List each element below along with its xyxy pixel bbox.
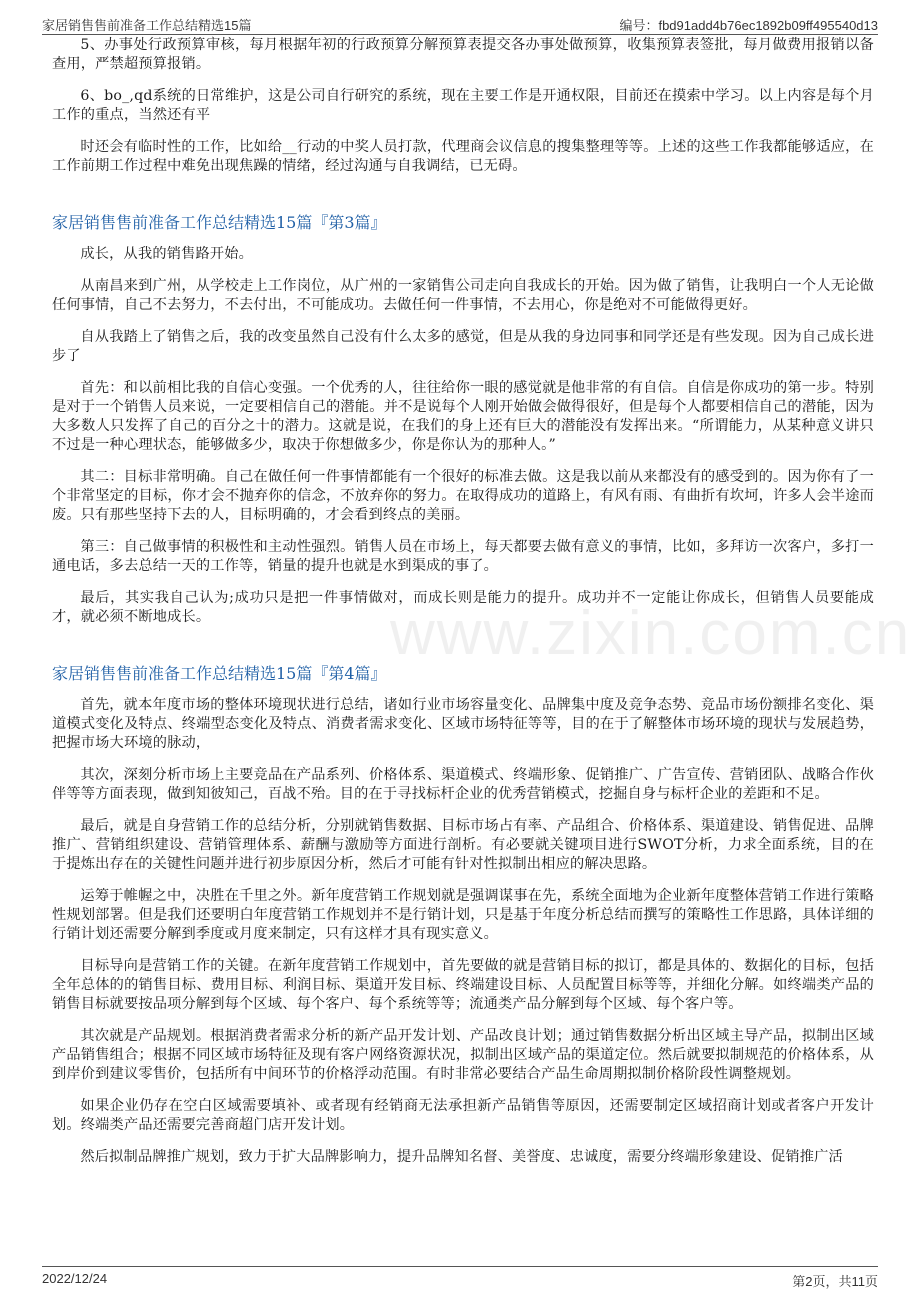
paragraph: 成长，从我的销售路开始。 bbox=[80, 246, 254, 262]
paragraph: 其次就是产品规划。根据消费者需求分析的新产品开发计划、产品改良计划；通过销售数据分析出区域主导产品，拟制出区域产品销售组合；根据不同区域市场特征及现有客户网络资源状况，拟制出区域产品的渠道定位。然后就要拟制规范的价格体系，从到岸价到建议零售价，包括所有中间环节的价格浮动范围。有时非常必要结合产品生命周期拟制价格阶段性调整规划。 bbox=[52, 1028, 874, 1082]
paragraph: 最后，就是自身营销工作的总结分析，分别就销售数据、目标市场占有率、产品组合、价格体系、渠道建设、销售促进、品牌推广、营销组织建设、营销管理体系、薪酬与激励等方面进行剖析。有必要就关键项目进行SWOT分析，力求全面系统，目的在于提炼出存在的关键性问题并进行初步原因分析，然后才可能有针对性拟制出相应的解决思路。 bbox=[52, 818, 874, 872]
paragraph: 从南昌来到广州，从学校走上工作岗位，从广州的一家销售公司走向自我成长的开始。因为做了销售，让我明白一个人无论做任何事情，自己不去努力，不去付出，不可能成功。去做任何一件事情，不去用心，你是绝对不可能做得更好。 bbox=[52, 278, 874, 313]
paragraph: 自从我踏上了销售之后，我的改变虽然自己没有什么太多的感觉，但是从我的身边同事和同学还是有些发现。因为自己成长进步了 bbox=[52, 329, 874, 364]
footer-date: 2022/12/24 bbox=[42, 1271, 108, 1286]
paragraph: 6、bo_,qd系统的日常维护，这是公司自行研究的系统，现在主要工作是开通权限，目前还在摸索中学习。以上内容是每个月工作的重点，当然还有平 bbox=[52, 88, 874, 123]
paragraph: 其次，深刻分析市场上主要竞品在产品系列、价格体系、渠道模式、终端形象、促销推广、广告宣传、营销团队、战略合作伙伴等等方面表现，做到知彼知己，百战不殆。目的在于寻找标杆企业的优秀营销模式，挖掘自身与标杆企业的差距和不足。 bbox=[52, 767, 874, 802]
paragraph: 最后，其实我自己认为;成功只是把一件事情做对，而成长则是能力的提升。成功并不一定能让你成长，但销售人员要能成才，就必须不断地成长。 bbox=[52, 590, 874, 625]
section-4 bbox=[52, 663, 874, 1167]
paragraph: 如果企业仍存在空白区域需要填补、或者现有经销商无法承担新产品销售等原因，还需要制定区域招商计划或者客户开发计划。终端类产品还需要完善商超门店开发计划。 bbox=[52, 1098, 874, 1133]
paragraph: 目标导向是营销工作的关键。在新年度营销工作规划中，首先要做的就是营销目标的拟订，都是具体的、数据化的目标，包括全年总体的的销售目标、费用目标、利润目标、渠道开发目标、终端建设目标、人员配置目标等等，并细化分解。如终端类产品的销售目标就要按品项分解到每个区域、每个客户、每个系统等等；流通类产品分解到每个区域、每个客户等。 bbox=[52, 958, 874, 1012]
paragraph: 其二：目标非常明确。自己在做任何一件事情都能有一个很好的标准去做。这是我以前从来都没有的感受到的。因为你有了一个非常坚定的目标，你才会不抛弃你的信念，不放弃你的努力。在取得成功的道路上，有风有雨、有曲折有坎坷，许多人会半途而废。只有那些坚持下去的人，目标明确的，才会看到终点的美丽。 bbox=[52, 469, 874, 523]
paragraph: 第三：自己做事情的积极性和主动性强烈。销售人员在市场上，每天都要去做有意义的事情，比如，多拜访一次客户，多打一通电话，多去总结一天的工作等，销量的提升也就是水到渠成的事了。 bbox=[52, 539, 874, 574]
paragraph: 运筹于帷幄之中，决胜在千里之外。新年度营销工作规划就是强调谋事在先，系统全面地为企业新年度整体营销工作进行策略性规划部署。但是我们还要明白年度营销工作规划并不是行销计划，只是基于年度分析总结而撰写的策略性工作思路，具体详细的行销计划还需要分解到季度或月度来制定，只有这样才具有现实意义。 bbox=[52, 888, 874, 942]
watermark: www.zixin.com.cn bbox=[390, 599, 912, 668]
paragraph: 5、办事处行政预算审核，每月根据年初的行政预算分解预算表提交各办事处做预算，收集预算表签批，每月做费用报销以备查用，严禁超预算报销。 bbox=[52, 37, 874, 72]
page-header bbox=[42, 12, 878, 35]
document-body bbox=[52, 36, 874, 1180]
paragraph: 首先，就本年度市场的整体环境现状进行总结，诸如行业市场容量变化、品牌集中度及竞争态势、竞品市场份额排名变化、渠道模式变化及特点、终端型态变化及特点、消费者需求变化、区域市场特征等等，目的在于了解整体市场环境的现状与发展趋势，把握市场大环境的脉动， bbox=[52, 697, 874, 751]
header-title: 家居销售售前准备工作总结精选15篇 bbox=[42, 18, 252, 33]
page-footer bbox=[42, 1266, 878, 1291]
paragraph: 时还会有临时性的工作，比如给__行动的中奖人员打款，代理商会议信息的搜集整理等等。上述的这些工作我都能够适应，在工作前期工作过程中难免出现焦躁的情绪，经过沟通与自我调结，已无碍。 bbox=[52, 139, 874, 174]
section-title: 家居销售售前准备工作总结精选15篇『第3篇』 bbox=[52, 213, 387, 232]
footer-page-info: 第2页，共11页 bbox=[792, 1274, 878, 1289]
paragraph: 然后拟制品牌推广规划，致力于扩大品牌影响力，提升品牌知名督、美誉度、忠诚度，需要分终端形象建设、促销推广活 bbox=[80, 1149, 843, 1165]
header-doc-id: 编号：fbd91add4b76ec1892b09ff495540d13 bbox=[619, 18, 878, 33]
section-title: 家居销售售前准备工作总结精选15篇『第4篇』 bbox=[52, 664, 387, 683]
paragraph: 首先：和以前相比我的自信心变强。一个优秀的人，往往给你一眼的感觉就是他非常的有自信。自信是你成功的第一步。特别是对于一个销售人员来说，一定要相信自己的潜能。并不是说每个人刚开始做会做得很好，但是每个人都要相信自己的潜能，因为大多数人只发挥了自己的百分之十的潜力。这就是说，在我们的身上还有巨大的潜能没有发挥出来。“所谓能力，从某种意义讲只不过是一种心理状态，能够做多少，取决于你想做多少，你是你认为的那种人。” bbox=[52, 380, 874, 453]
section-3 bbox=[52, 212, 874, 627]
